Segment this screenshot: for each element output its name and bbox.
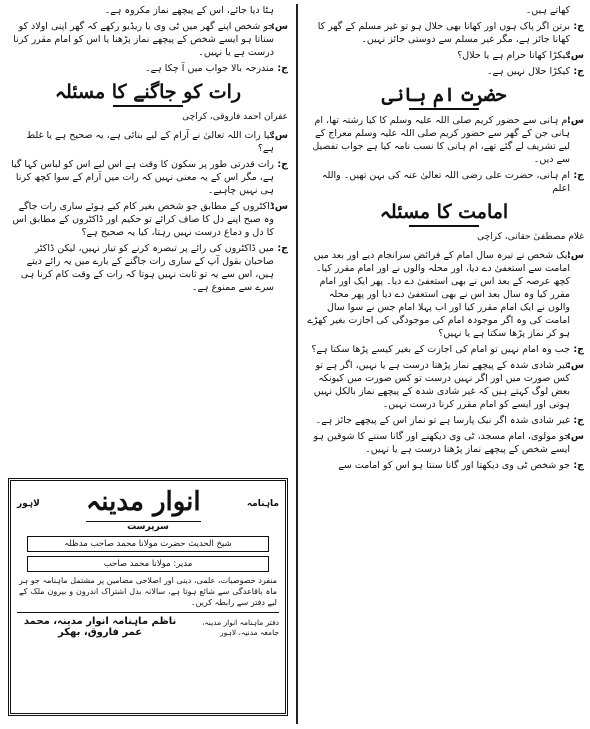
heading-underline [113,105,183,107]
qa-marker: ج: [573,21,584,32]
qa-text: برتن اگر پاک ہوں اور کھانا بھی حلال ہو تو غیر مسلم کے گھر کا کھانا جائز ہے، مگر غیر مسلم سے دوستی جائز نہیں۔ [317,21,570,45]
left-column [8,4,288,297]
column-divider [296,4,298,724]
qa-text: جو شخص ٹی وی دیکھتا اور گانا سنتا ہو اس کو امامت سے [338,460,570,471]
heading-underline [409,225,479,227]
qa-marker: ج: [573,66,584,77]
heading-text: حضرت ام ہانی [381,84,507,106]
qa-text: جب وہ امام نہیں تو امام کی اجازت کے بغیر کیسے پڑھا سکتا ہے؟ [311,344,570,355]
byline: غلام مصطفیٰ حقانی، کراچی [477,232,584,242]
qa-marker: ج: [573,170,584,181]
qa-paragraph [8,242,288,294]
qa-marker: س: [271,201,288,212]
qa-text: کیکڑا کھانا حرام ہے یا حلال؟ [457,50,570,61]
ad-patron-label: سرپرست [127,522,169,532]
qa-paragraph [8,129,288,155]
ad-manager: ناظم ماہنامہ انوار مدینہ، محمد عمر فاروق، بھکر [23,616,177,638]
qa-text: ام ہانی سے حضور کریم صلی اللہ علیہ وسلم کا کیا رشتہ تھا، ام ہانی جن کے گھر سے حضور کریم صلی اللہ علیہ وسلم معراج کے لیے تشریف لے گئے تھے، ام ہانی کا نسب نامہ کیا ہے جواب تفصیل سے دیں۔ [312,115,570,165]
section-night-waking [8,129,288,294]
qa-paragraph [304,65,584,78]
qa-text: غیر شادی شدہ اگر نیک پارسا ہے تو نماز اس کے پیچھے جائز ہے۔ [315,415,570,426]
qa-text: کھاتے ہیں۔ [525,5,570,16]
qa-marker: ج: [573,415,584,426]
magazine-advertisement [8,478,288,716]
ad-description: منفرد خصوصیات، علمی، دینی اور اصلاحی مضامین پر مشتمل ماہنامہ جو ہر ماہ باقاعدگی سے شائع ہوتا ہے، سالانہ بدل اشتراک اندرون و بیرون ملک کے لیے دفتر سے رابطہ کریں۔ [19,576,277,607]
qa-marker: ج: [573,344,584,355]
qa-marker: س: [567,50,584,61]
qa-marker: س: [567,431,584,442]
qa-marker: س: [271,21,288,32]
byline: عفران احمد فاروقی، کراچی [182,112,288,122]
qa-paragraph [304,430,584,456]
section-heading-imamat [304,201,584,227]
ad-header [17,485,279,522]
qa-text: مندرجہ بالا جواب میں آ چکا ہے۔ [145,63,274,74]
qa-marker: س: [567,115,584,126]
qa-marker: ج: [277,243,288,254]
ad-label-city: لاہور [17,498,40,509]
ad-footer [17,612,279,638]
qa-text: غیر شادی شدہ کے پیچھے نماز پڑھنا درست ہے یا نہیں، اگر ہے تو کس صورت میں اور اگر نہیں درست تو کس صورت میں کیونکہ بعض لوگ کہتے ہیں کہ غیر شادی شدہ کے پیچھے نماز بالکل نہیں ہوتی اور ایسے کو امام مقرر کرنا درست نہیں۔ [313,360,570,410]
heading-text: رات کو جاگنے کا مسئلہ [54,81,242,103]
heading-text: امامت کا مسئلہ [379,201,509,223]
left-top-qa [8,4,288,75]
right-top-qa [304,4,584,78]
qa-text: ایک شخص نے تیرہ سال امام کے فرائض سرانجام دیے اور بعد میں امامت سے استعفیٰ دے دیا، اور محلہ والوں نے اور امام مقرر کیا۔ کچھ عرصہ کے بعد اس نے بھی استعفیٰ دے دیا۔ پھر ایک اور امام مقرر کیا وہ سال بعد اس نے بھی استعفیٰ دے دیا اور پھر محلہ والوں نے ایک امام مقرر کیا اور اب پہلا امام جس نے سوا سال امامت کی وہ اگر موجودہ امام کی موجودگی کی اجازت بغیر کھڑے ہو کر نماز پڑھا سکتا ہے یا نہیں؟ [307,250,570,339]
qa-text: میں ڈاکٹروں کی رائے پر تبصرہ کرنے کو تیار نہیں، لیکن ڈاکٹر صاحبان بقول آپ کے ساری رات جاگنے کے بارے میں یہ رائے دیتے ہیں، اس سے یہ تو ثابت نہیں ہوتا کہ رات کے وقت کام کرنا ہی سرے سے ممنوع ہے۔ [20,243,274,293]
qa-text: ام ہانی، حضرت علی رضی اللہ تعالیٰ عنہ کی بہن تھیں۔ واللہ اعلم [321,170,570,194]
qa-paragraph [304,49,584,62]
section-heading-umm-hani [304,84,584,110]
qa-paragraph [304,249,584,340]
qa-paragraph [8,200,288,239]
qa-paragraph [304,343,584,356]
qa-text: کیا رات اللہ تعالیٰ نے آرام کے لیے بنائی ہے، یہ صحیح ہے یا غلط ہے؟ [26,130,274,154]
qa-text: رات قدرتی طور پر سکون کا وقت ہے اس لیے اس کو لباس کہا گیا ہے، مگر اس کے یہ معنی نہیں کہ رات میں آرام کے سوا کچھ کرنا ہی نہیں چاہیے۔ [11,159,274,196]
section-heading-night-waking [8,81,288,107]
qa-marker: س: [567,250,584,261]
qa-text: جو مولوی، امام مسجد، ٹی وی دیکھنے اور گانا سننے کا شوقین ہو ایسے شخص کے پیچھے نماز پڑھنا درست ہے یا نہیں۔ [313,431,570,455]
qa-marker: ج: [277,63,288,74]
qa-text: جو شخص اپنے گھر میں ٹی وی یا ریڈیو رکھے کہ گھر اپنی اولاد کو سناتا ہو ایسے شخص کے پیچھے نماز پڑھنا یا اس کو امام مقرر کرنا درست ہے یا نہیں۔ [13,21,274,58]
qa-paragraph [304,20,584,46]
qa-paragraph [8,20,288,59]
qa-paragraph [304,4,584,17]
qa-paragraph [304,459,584,472]
qa-paragraph [304,169,584,195]
heading-underline [409,108,479,110]
ad-address: دفتر ماہنامہ انوار مدینہ، جامعہ مدنیہ، لاہور [201,618,279,637]
qa-paragraph [8,158,288,197]
qa-marker: س: [567,360,584,371]
qa-paragraph [8,62,288,75]
ad-patron-box: شیخ الحدیث حضرت مولانا محمد صاحب مدظلہ [27,536,269,552]
ad-magazine-title: انوار مدینہ [86,485,201,522]
qa-text: ڈاکٹروں کے مطابق جو شخص بغیر کام کیے ہوئے ساری رات جاگے وہ صبح اپنے دل کا صاف کرائے تو حکیم اور ڈاکٹروں کے مطابق اس کا دل و دماغ درست نہیں رہتا، کیا یہ صحیح ہے؟ [12,201,274,238]
qa-text: کیکڑا حلال نہیں ہے۔ [486,66,570,77]
qa-paragraph [304,114,584,166]
section-umm-hani [304,114,584,195]
right-column [304,4,584,475]
ad-editor-box: مدیر: مولانا محمد صاحب [27,556,269,572]
qa-marker: ج: [573,460,584,471]
qa-paragraph [304,414,584,427]
qa-paragraph [304,359,584,411]
qa-marker: س: [271,130,288,141]
section-imamat [304,249,584,472]
qa-paragraph [8,4,288,17]
qa-marker: ج: [277,159,288,170]
ad-label-monthly: ماہنامہ [246,498,279,509]
qa-text: ہٹا دیا جائے، اس کے پیچھے نماز مکروہ ہے۔ [104,5,274,16]
